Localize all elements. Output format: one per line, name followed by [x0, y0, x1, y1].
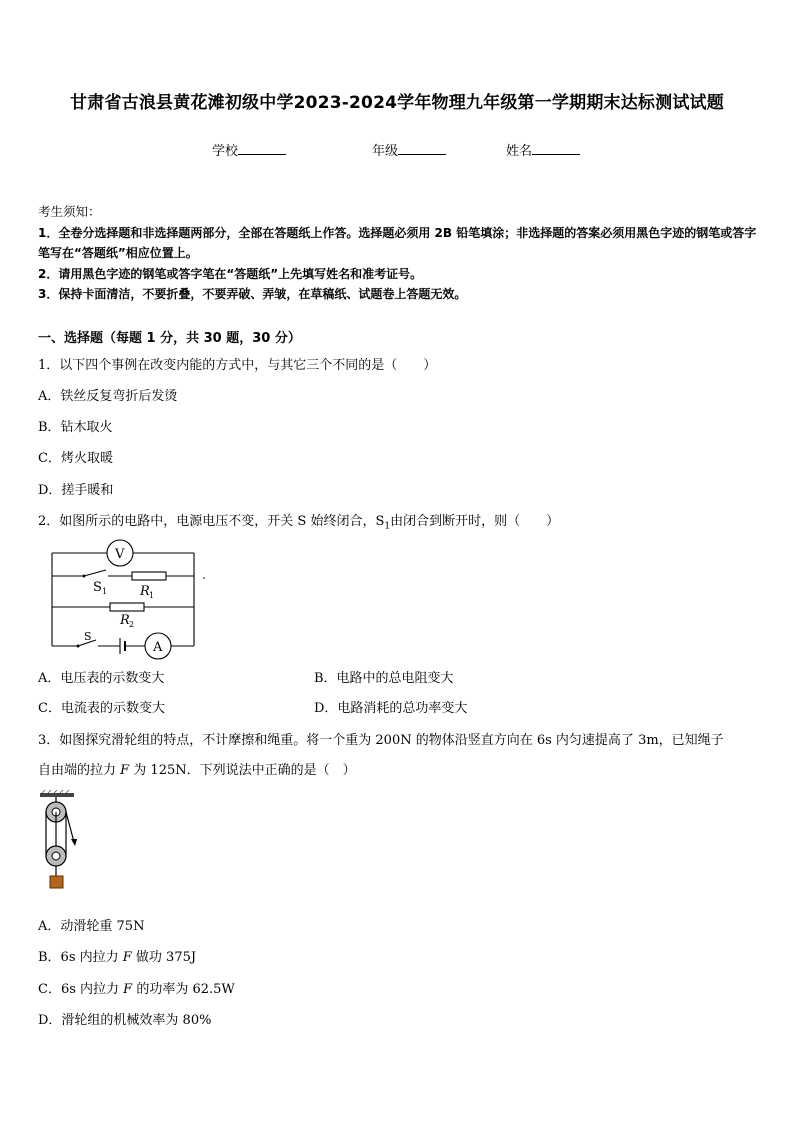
- exam-title: 甘肃省古浪县黄花滩初级中学2023-2024学年物理九年级第一学期期末达标测试试题: [70, 93, 724, 113]
- load-weight: [50, 876, 63, 888]
- r1-label: R: [140, 584, 150, 599]
- q3-pulley-diagram: [36, 790, 86, 894]
- note-item-2: 2．请用黑色字迹的钢笔或答字笔在“答题纸”上先填写姓名和准考证号。: [38, 266, 423, 281]
- r1-sub: 1: [149, 591, 155, 600]
- school-field: [212, 140, 286, 159]
- switch-s-label: S: [84, 630, 92, 643]
- q1-option-d: D．搓手暖和: [38, 483, 114, 498]
- switch-s1-contact: [83, 575, 86, 578]
- school-label: 学校: [212, 144, 239, 159]
- grade-label: 年级: [372, 144, 399, 159]
- pull-arrow-icon: [71, 839, 77, 846]
- name-blank: [532, 142, 580, 155]
- ceiling-support: [40, 793, 74, 797]
- exam-notes: [38, 202, 758, 305]
- q3-stem-var: F: [120, 763, 130, 778]
- school-blank: [238, 142, 286, 155]
- q1-stem: 1．以下四个事例在改变内能的方式中，与其它三个不同的是（ ）: [38, 358, 437, 373]
- q3-option-c-var: F: [123, 982, 133, 997]
- grade-field: [372, 140, 446, 159]
- q2-stem-sub: 1: [384, 521, 391, 532]
- note-item-1: 1．全卷分选择题和非选择题两部分，全部在答题纸上作答。选择题必须用 2B 铅笔填涂；非选择题的答案必须用黑色字迹的钢笔或答字笔写在“答题纸”相应位置上。: [38, 225, 757, 260]
- r2-sub: 2: [129, 620, 135, 629]
- q2-circuit-diagram: [44, 538, 214, 660]
- q3-option-b: [38, 946, 196, 965]
- q3-option-c-b: 的功率为 62.5W: [132, 982, 235, 997]
- section-title: 一、选择题（每题 1 分，共 30 题，30 分）: [38, 331, 301, 346]
- free-end-rope: [66, 812, 74, 842]
- q1-option-b: B．钻木取火: [38, 420, 113, 435]
- switch-s1-label: S: [93, 580, 102, 595]
- grade-blank: [398, 142, 446, 155]
- notes-heading: 考生须知：: [38, 204, 101, 219]
- name-field: [506, 140, 580, 159]
- q2-stem: [38, 510, 559, 532]
- ceiling-hatch: [42, 790, 69, 793]
- movable-pulley-axle: [52, 852, 60, 860]
- q3-option-d: D．滑轮组的机械效率为 80%: [38, 1013, 212, 1028]
- q1-option-a: A．铁丝反复弯折后发烫: [38, 389, 178, 404]
- resistor-r2: [110, 603, 144, 611]
- q2-stem-b: 由闭合到断开时，则（ ）: [390, 514, 560, 529]
- q3-stem-line2-b: 为 125N．下列说法中正确的是（ ）: [129, 763, 356, 778]
- q3-option-b-var: F: [122, 950, 132, 965]
- stray-dot: [203, 577, 205, 579]
- q3-stem-line2-a: 自由端的拉力: [38, 763, 121, 778]
- q3-stem-line2: [38, 759, 356, 778]
- q3-stem-line1: 3．如图探究滑轮组的特点，不计摩擦和绳重。将一个重为 200N 的物体沿竖直方向在 6s 内匀速提高了 3m，已知绳子: [38, 733, 724, 748]
- switch-s1-blade: [84, 570, 106, 576]
- voltmeter-label: V: [115, 547, 125, 562]
- name-label: 姓名: [506, 144, 533, 159]
- resistor-r1: [132, 572, 166, 580]
- q3-option-c-a: C．6s 内拉力: [38, 982, 124, 997]
- q2-option-b: B．电路中的总电阻变大: [314, 671, 454, 686]
- q2-stem-a: 2．如图所示的电路中，电源电压不变，开关 S 始终闭合，S: [38, 514, 385, 529]
- switch-s1-sub: 1: [102, 587, 108, 596]
- q2-option-d: D．电路消耗的总功率变大: [314, 701, 468, 716]
- q3-option-c: [38, 978, 235, 997]
- switch-s-contact: [77, 645, 80, 648]
- q3-option-a: A．动滑轮重 75N: [38, 919, 145, 934]
- r2-label: R: [120, 613, 130, 628]
- q1-option-c: C．烤火取暖: [38, 451, 113, 466]
- note-item-3: 3．保持卡面清洁，不要折叠，不要弄破、弄皱，在草稿纸、试题卷上答题无效。: [38, 287, 467, 301]
- q3-option-b-a: B．6s 内拉力: [38, 950, 123, 965]
- q2-option-c: C．电流表的示数变大: [38, 701, 165, 716]
- q3-option-b-b: 做功 375J: [131, 950, 197, 965]
- q2-option-a: A．电压表的示数变大: [38, 671, 165, 686]
- ammeter-label: A: [153, 640, 163, 655]
